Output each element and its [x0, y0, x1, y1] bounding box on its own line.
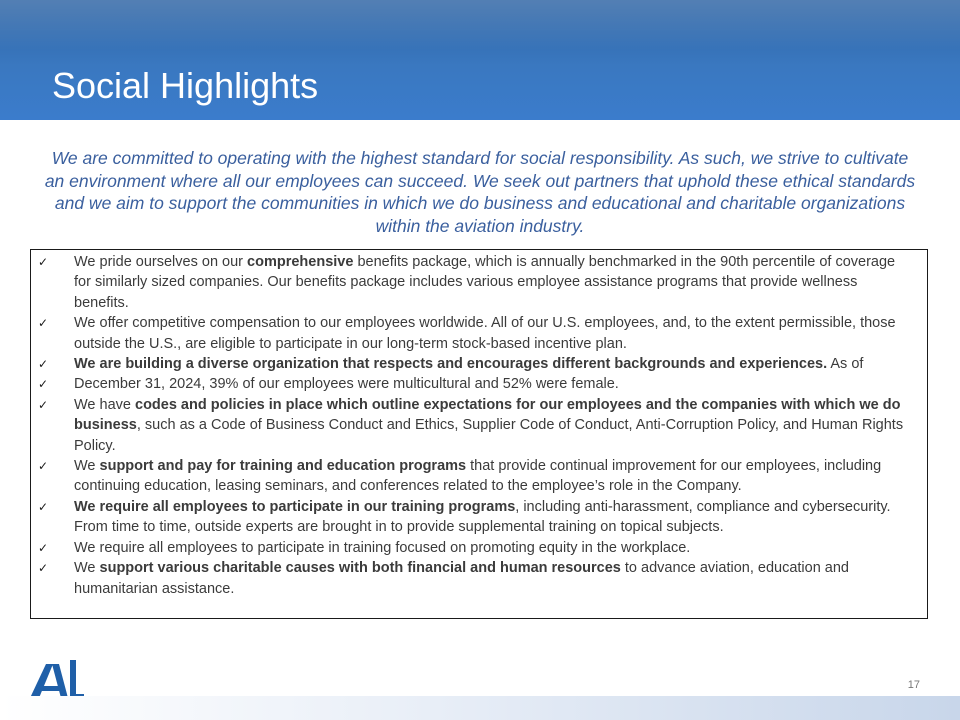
header-banner: [0, 0, 960, 120]
bullet-item: [31, 497, 927, 538]
check-mark-icon: ✓: [38, 540, 49, 555]
bullet-text: , including anti-harassment, compliance and cybersecurity. From time to time, outside experts are brought in to provide supplemental training on topical subjects.: [74, 498, 891, 536]
check-mark-icon: ✓: [38, 316, 49, 331]
bullet-bold-text: support various charitable causes with both financial and human resources: [99, 560, 621, 577]
footer-bar: [0, 696, 960, 720]
bullet-bold-text: codes and policies in place which outline expectations for our employees and the companies with which we do business: [74, 396, 901, 434]
check-mark-icon: ✓: [38, 499, 49, 514]
bullet-bold-text: comprehensive: [247, 254, 354, 270]
page-number: 17: [907, 679, 920, 691]
highlights-box: [30, 249, 928, 619]
bullet-text: that provide continual improvement for our employees, including continuing education, leasing seminars, and conferences related to the employee’s role in the Company.: [74, 458, 882, 495]
bullet-text: We offer competitive compensation to our employees worldwide. All of our U.S. employees, and, to the extent permissible, those outside the U.S., are eligible to participate in our long-term stock-based incentive plan.: [74, 315, 896, 352]
bullet-text: We: [74, 458, 100, 475]
bullet-bold-text: We are building a diverse organization that respects and encourages different backgrounds and experiences.: [74, 356, 828, 373]
bullet-text: benefits package, which is annually benchmarked in the 90th percentile of coverage for similarly sized companies. Our benefits package includes various employee assistance programs that provide wellness benefits.: [74, 254, 896, 311]
check-mark-icon: ✓: [38, 397, 49, 412]
bullet-item: [31, 374, 927, 394]
check-mark-icon: ✓: [38, 255, 49, 269]
bullet-text: We pride ourselves on our: [74, 254, 248, 270]
check-mark-icon: ✓: [38, 459, 49, 474]
bullet-item: [31, 558, 927, 599]
intro-statement: We are committed to operating with the highest standard for social responsibility. As such, we strive to cultivate an environment where all our employees can succeed. We seek out partners that uphold these ethical standards and we aim to support the communities in which we do business and educational and charitable organizations within the aviation industry.: [44, 148, 916, 236]
al-logo-icon: [28, 658, 86, 700]
bullet-text: As of: [827, 356, 864, 373]
check-mark-icon: ✓: [38, 377, 49, 392]
bullet-text: to advance aviation, education and humanitarian assistance.: [74, 560, 850, 597]
check-mark-icon: ✓: [38, 561, 49, 576]
header-shade: [0, 0, 960, 50]
bullet-item: [31, 456, 927, 497]
bullet-item: [31, 395, 927, 456]
bullet-text: , such as a Code of Business Conduct and Ethics, Supplier Code of Conduct, Anti-Corruption Policy, and Human Rights Policy.: [74, 417, 904, 454]
bullet-item: [31, 354, 927, 374]
bullet-bold-text: support and pay for training and education programs: [99, 458, 467, 475]
bullet-item: [31, 313, 927, 354]
bullet-item: [31, 538, 927, 558]
bullet-text: We: [74, 560, 100, 577]
highlights-list: [31, 250, 927, 599]
check-mark-icon: ✓: [38, 357, 49, 372]
bullet-text: December 31, 2024, 39% of our employees were multicultural and 52% were female.: [74, 376, 619, 393]
bullet-text: We require all employees to participate in training focused on promoting equity in the workplace.: [74, 539, 691, 556]
slide-title: Social Highlights: [52, 65, 319, 106]
bullet-bold-text: We require all employees to participate in our training programs: [74, 498, 516, 515]
bullet-item: [31, 252, 927, 313]
bullet-text: We have: [74, 396, 135, 413]
